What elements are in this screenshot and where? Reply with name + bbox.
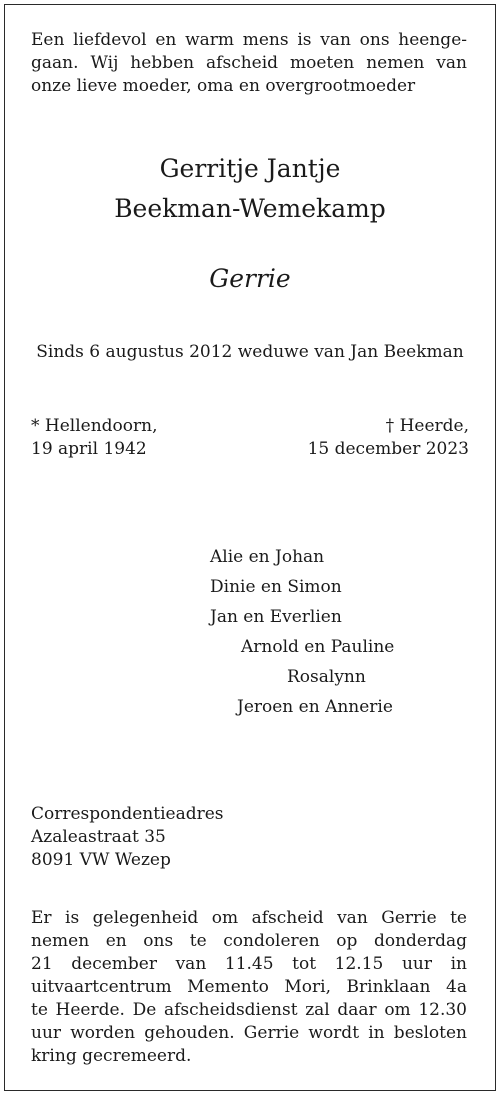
closing-line: kring gecremeerd. [31, 1046, 192, 1066]
death-date: 15 december 2023 [307, 439, 469, 459]
closing-paragraph [31, 907, 467, 1068]
deceased-name-last: Beekman-Wemekamp [114, 194, 386, 223]
closing-line: 21 december van 11.45 tot 12.15 uur in [31, 954, 467, 974]
family-member: Jan en Everlien [210, 607, 342, 627]
address-city: 8091 VW Wezep [31, 850, 171, 870]
closing-line: uur worden gehouden. Gerrie wordt in besloten [31, 1023, 467, 1043]
family-member: Alie en Johan [210, 547, 325, 567]
family-member: Arnold en Pauline [241, 637, 395, 657]
family-member: Jeroen en Annerie [237, 697, 393, 717]
intro-line: gaan. Wij hebben afscheid moeten nemen van [31, 53, 467, 73]
family-member: Rosalynn [287, 667, 366, 687]
closing-line: nemen en ons te condoleren op donderdag [31, 931, 467, 951]
intro-line: Een liefdevol en warm mens is van ons heenge- [31, 30, 467, 50]
intro-paragraph [31, 29, 467, 98]
death-place: † Heerde, [385, 416, 469, 436]
closing-line: uitvaartcentrum Memento Mori, Brinklaan 4a [31, 977, 467, 997]
widow-line: Sinds 6 augustus 2012 weduwe van Jan Beekman [36, 342, 464, 362]
closing-line: te Heerde. De afscheidsdienst zal daar om 12.30 [31, 1000, 467, 1020]
address-label: Correspondentieadres [31, 804, 224, 824]
birth-date: 19 april 1942 [31, 439, 147, 459]
birth-place: * Hellendoorn, [31, 416, 158, 436]
deceased-nickname: Gerrie [209, 264, 291, 293]
obituary-card [4, 4, 496, 1091]
deceased-name-first: Gerritje Jantje [159, 154, 341, 183]
closing-line: Er is gelegenheid om afscheid van Gerrie te [31, 908, 467, 928]
family-member: Dinie en Simon [210, 577, 342, 597]
address-street: Azaleastraat 35 [31, 827, 166, 847]
intro-line: onze lieve moeder, oma en overgrootmoeder [31, 76, 416, 96]
